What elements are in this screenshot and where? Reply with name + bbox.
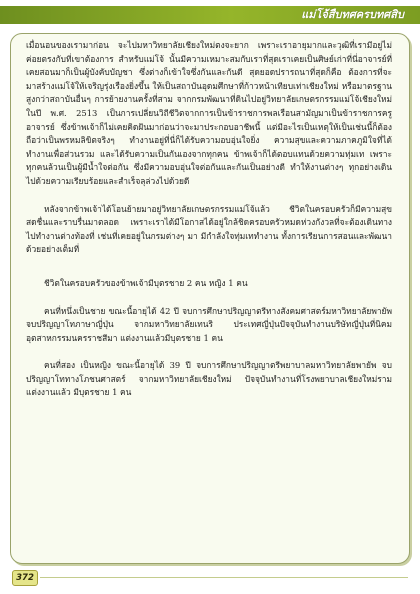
paragraph-first-child: คนที่หนึ่งเป็นชาย ขณะนี้อายุได้ 42 ปี จบการศึกษาปริญญาตรีทางสังคมศาสตร์มหาวิทยาลัยพายัพ จบปริญญาโทภาษาญี่ปุ่น จากมหาวิทยาลัยเทนริ ประเทศญี่ปุ่นปัจจุบันทำงานบริษัทญี่ปุ่นที่นิคมอุตสาหกรรมนครราชสีมา แต่งงานแล้วมีบุตรชาย 1 คน [26,305,392,343]
paragraph-children-summary: ชีวิตในครอบครัวของข้าพเจ้ามีบุตรชาย 2 คน หญิง 1 คน [44,277,248,288]
header-bar [0,6,420,24]
paragraph-family-life: หลังจากข้าพเจ้าได้โอนย้ายมาอยู่วิทยาลัยเกษตรกรรมแม่โจ้แล้ว ชีวิตในครอบครัวก็มีความสุขสดชื่นและราบรื่นมาตลอด เพราะเราได้มีโอกาสได้อยู่ใกล้ชิดครอบครัวหมดห่วงกังวลที่จะต้องเดินทางไปทำงานต่างท้องที่ เช่นที่เคยอยู่ในกรมต่างๆ มา มีกำลังใจทุ่มเททำงาน ทั้งการเรียนการสอนและพัฒนาด้วยอย่างเต็มที่ [26,203,392,255]
document-body [26,39,392,400]
paragraph-intro: เมื่อนอนของเรามาก่อน จะไปมหาวิทยาลัยเชียงใหม่ตงจะยาก เพราะเราอายุมากและวุฒิที่เรามีอยู่ไม่ค่อยตรงกับที่เขาต้องการ สำหรับแม่โจ้ นั้นมีความเหมาะสมกับเราที่สุดเราเคยเป็นศิษย์เก่าที่นี่อาจารย์ที่เคยสอนมาก็เป็นผู้บังคับบัญชา ซึ่งต่างก็เข้าใจซึ่งกันและกันดี สุดยอดปรารถนาที่สุดก็คือ ต้องการที่จะมาสร้างแม่โจ้ให้เจริญรุ่งเรืองยิ่งขึ้น ให้เป็นสถาบันอุดมศึกษาที่ก้าวหน้าเทียบเท่าเชียงใหม่ หรือมาตรฐานสูงกว่าสถาบันอื่นๆ การย้ายงานครั้งที่สาม จากกรมพัฒนาที่ดินไปอยู่วิทยาลัยเกษตรกรรมแม่โจ้เชียงใหม่ ในปี พ.ศ. 2513 เป็นการเปลี่ยนวิถีชีวิตจากการเป็นข้าราชการพลเรือนสามัญมาเป็นข้าราชการครูอาจารย์ ซึ่งข้าพเจ้าก็ไม่เคยคิดฝันมาก่อนว่าจะมาประกอบอาชีพนี้ แต่มีอะไรเป็นเหตุให้เป็นเช่นนี้ก็ต้องถือว่าเป็นพรหมลิขิตจริงๆ ทำงานอยู่ที่นี่ก็ได้รับความอบอุ่นใจยิ่ง ความสุขและความภาคภูมิใจที่ได้ทำงานเพื่อส่วนรวม และได้รับความเป็นกันเองจากทุกคน ข้าพเจ้าก็ได้ตอบแทนด้วยความทุ่มเท เพราะทุกคนล้วนเป็นผู้มีน้ำใจต่อกัน ซึ่งมีความอบอุ่นใจต่อกันและกันเป็นอย่างดี ทำให้งานต่างๆ ทุกอย่างเดินไปด้วยความเรียบร้อยและสำเร็จลุล่วงไปด้วยดี [26,40,392,186]
footer-divider [40,577,408,578]
paragraph-second-child: คนที่สอง เป็นหญิง ขณะนี้อายุได้ 39 ปี จบการศึกษาปริญญาตรีพยาบาลมหาวิทยาลัยพายัพ จบปริญญาโททางโภชนศาสตร์ จากมหาวิทยาลัยเชียงใหม่ ปัจจุบันทำงานที่โรงพยาบาลเชียงใหม่ราม แต่งงานแล้ว มีบุตรชาย 1 คน [26,360,392,398]
page-number: 372 [12,570,38,586]
page-title: แม่โจ้สืบทศครบทศสิบ [301,8,404,21]
